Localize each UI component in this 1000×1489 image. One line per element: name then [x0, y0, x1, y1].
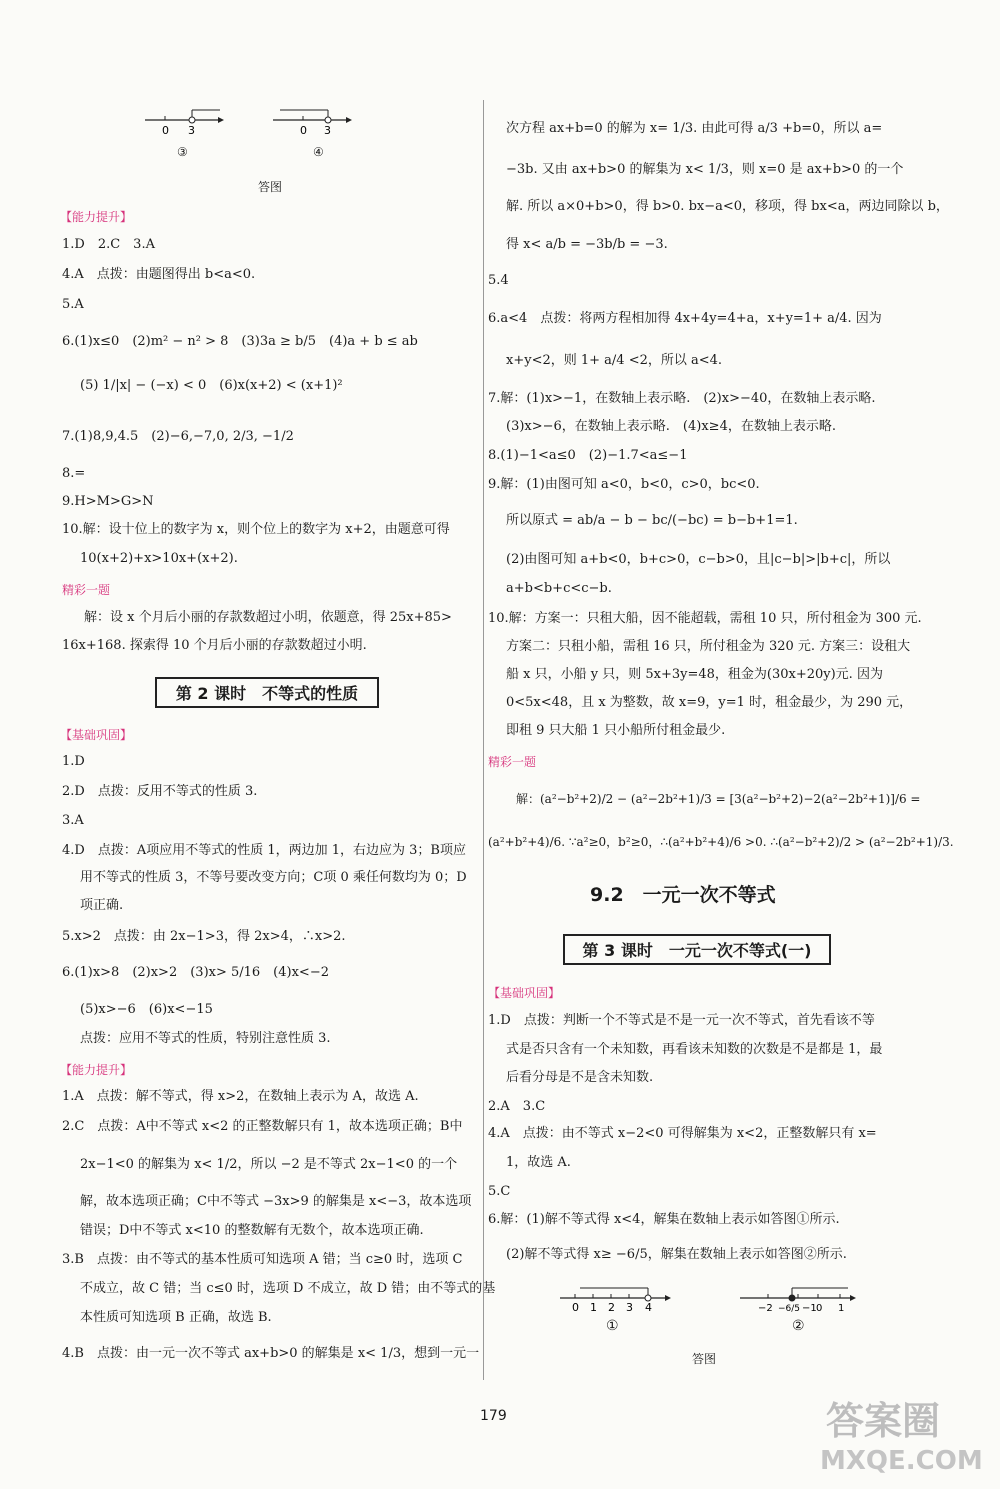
- answer-line: 方案二：只租小船，需租 16 只，所付租金为 320 元. 方案三：设租大: [506, 639, 911, 654]
- fig-label-3: ③: [177, 145, 188, 159]
- lesson-title-box-2: 第 3 课时 一元一次不等式(一): [563, 934, 831, 965]
- fig-caption: 答图: [258, 180, 283, 194]
- answer-line: 解：设 x 个月后小丽的存款数超过小明，依题意，得 25x+85>: [84, 610, 452, 625]
- answer-line: 用不等式的性质 3，不等号要改变方向；C项 0 乘任何数均为 0；D: [80, 870, 467, 885]
- answer-line: 10.解：设十位上的数字为 x，则个位上的数字为 x+2，由题意可得: [62, 522, 450, 537]
- tick-label: 3: [626, 1301, 633, 1314]
- section-ability-2: 【能力提升】: [60, 1063, 133, 1077]
- answer-line: 4.B 点拨：由一元一次不等式 ax+b>0 的解集是 x< 1/3，想到一元一: [62, 1346, 480, 1361]
- answer-line: 即租 9 只大船 1 只小船所付租金最少.: [506, 723, 726, 738]
- answer-line: (2)解不等式得 x≥ −6/5，解集在数轴上表示如答图②所示.: [506, 1247, 847, 1262]
- answer-line: 项正确.: [80, 898, 124, 913]
- section-heading: 9.2 一元一次不等式: [590, 884, 776, 906]
- answer-line: (5) 1/|x| − (−x) < 0 (6)x(x+2) < (x+1)²: [80, 378, 343, 393]
- answer-line: 1.A 点拨：解不等式，得 x>2，在数轴上表示为 A，故选 A.: [62, 1089, 419, 1104]
- answer-line: 10(x+2)+x>10x+(x+2).: [80, 551, 238, 566]
- tick-label: 3: [188, 124, 195, 137]
- section-ability: 【能力提升】: [60, 210, 133, 224]
- answer-line: (3)x>−6，在数轴上表示略. (4)x≥4，在数轴上表示略.: [506, 419, 836, 434]
- answer-line: 10.解：方案一：只租大船，因不能超载，需租 10 只，所付租金为 300 元.: [488, 611, 922, 626]
- tick-label: 1: [590, 1301, 597, 1314]
- tick-label: 4: [645, 1301, 652, 1314]
- answer-line: 1.D: [62, 754, 85, 769]
- answer-line: 点拨：应用不等式的性质，特别注意性质 3.: [80, 1031, 331, 1046]
- fig-label-4: ④: [313, 145, 324, 159]
- answer-line: 所以原式 = ab/a − b − bc/(−bc) = b−b+1=1.: [506, 513, 798, 528]
- number-line-1: [560, 1280, 680, 1314]
- lesson-title-box: 第 2 课时 不等式的性质: [155, 677, 379, 708]
- number-line-4: [268, 102, 358, 138]
- answer-line: 1，故选 A.: [506, 1155, 571, 1170]
- answer-line: 解：(a²−b²+2)/2 − (a²−2b²+1)/3 = [3(a²−b²+2)−2(a²−2b²+1)]/6 =: [516, 792, 921, 806]
- answer-line: 4.A 点拨：由不等式 x−2<0 可得解集为 x<2，正整数解只有 x=: [488, 1126, 877, 1141]
- answer-line: 3.B 点拨：由不等式的基本性质可知选项 A 错；当 c≥0 时，选项 C: [62, 1252, 463, 1267]
- answer-line: 1.D 点拨：判断一个不等式是不是一元一次不等式，首先看该不等: [488, 1013, 875, 1028]
- watermark-logo: 答案圈: [826, 1399, 941, 1443]
- answer-line: 本性质可知选项 B 正确，故选 B.: [80, 1310, 272, 1325]
- tick-label: 0: [162, 124, 169, 137]
- answer-line: 7.(1)8,9,4.5 (2)−6,−7,0, 2/3, −1/2: [62, 429, 294, 444]
- answer-line: 错误；D中不等式 x<10 的整数解有无数个，故本选项正确.: [80, 1223, 424, 1238]
- answer-line: 6.解：(1)解不等式得 x<4，解集在数轴上表示如答图①所示.: [488, 1212, 840, 1227]
- answer-line: 8.=: [62, 466, 86, 481]
- tick-label: −2: [758, 1303, 773, 1314]
- number-line-3: [140, 102, 230, 138]
- answer-line: 8.(1)−1<a≤0 (2)−1.7<a≤−1: [488, 448, 688, 463]
- answer-line: (5)x>−6 (6)x<−15: [80, 1002, 213, 1017]
- answer-line: 7.解：(1)x>−1，在数轴上表示略. (2)x>−40，在数轴上表示略.: [488, 391, 876, 406]
- tick-label: 2: [608, 1301, 615, 1314]
- tick-label: 0: [300, 124, 307, 137]
- fig-label-2: ②: [792, 1318, 805, 1334]
- column-divider: [483, 100, 484, 1380]
- tick-label: 0: [816, 1303, 823, 1314]
- fig-caption-2: 答图: [692, 1352, 717, 1366]
- answer-line: 次方程 ax+b=0 的解为 x= 1/3. 由此可得 a/3 +b=0，所以 a=: [506, 121, 883, 136]
- answer-line: 6.a<4 点拨：将两方程相加得 4x+4y=4+a，x+y=1+ a/4. 因为: [488, 311, 882, 326]
- section-highlight: 精彩一题: [62, 583, 111, 597]
- answer-line: 船 x 只，小船 y 只，则 5x+3y=48，租金为(30x+20y)元. 因为: [506, 667, 883, 682]
- answer-line: 不成立，故 C 错；当 c≤0 时，选项 D 不成立，故 D 错；由不等式的基: [80, 1281, 496, 1296]
- answer-line: a+b<b+c<c−b.: [506, 581, 612, 596]
- answer-line: 9.H>M>G>N: [62, 494, 154, 509]
- answer-line: x+y<2，则 1+ a/4 <2，所以 a<4.: [506, 353, 723, 368]
- answer-line: (2)由图可知 a+b<0，b+c>0，c−b>0，且|c−b|>|b+c|，所以: [506, 552, 891, 567]
- answer-line: 5.x>2 点拨：由 2x−1>3，得 2x>4，∴x>2.: [62, 929, 346, 944]
- answer-line: 5.C: [488, 1184, 511, 1199]
- page-number: 179: [480, 1408, 507, 1424]
- tick-label: −6/5: [778, 1304, 801, 1314]
- answer-line: 2.A 3.C: [488, 1099, 546, 1114]
- answer-line: 2.C 点拨：A中不等式 x<2 的正整数解只有 1，故本选项正确；B中: [62, 1119, 463, 1134]
- section-basic-2: 【基础巩固】: [488, 986, 561, 1000]
- fig-label-1: ①: [606, 1318, 619, 1334]
- answer-line: 2.D 点拨：反用不等式的性质 3.: [62, 784, 258, 799]
- answer-line: 1.D 2.C 3.A: [62, 237, 155, 252]
- answer-line: 2x−1<0 的解集为 x< 1/2，所以 −2 是不等式 2x−1<0 的一个: [80, 1157, 458, 1172]
- answer-line: 解，故本选项正确；C中不等式 −3x>9 的解集是 x<−3，故本选项: [80, 1194, 472, 1209]
- answer-line: 式是否只含有一个未知数，再看该未知数的次数是不是都是 1，最: [506, 1042, 883, 1057]
- answer-line: 得 x< a/b = −3b/b = −3.: [506, 237, 668, 252]
- watermark-url: MXQE.COM: [820, 1446, 983, 1476]
- answer-line: 5.4: [488, 273, 509, 288]
- section-basic: 【基础巩固】: [60, 728, 133, 742]
- tick-label: 3: [324, 124, 331, 137]
- answer-line: 4.D 点拨：A项应用不等式的性质 1，两边加 1，右边应为 3；B项应: [62, 843, 466, 858]
- answer-line: 3.A: [62, 813, 84, 828]
- answer-line: 9.解：(1)由图可知 a<0，b<0，c>0，bc<0.: [488, 477, 760, 492]
- answer-line: 4.A 点拨：由题图得出 b<a<0.: [62, 267, 256, 282]
- number-line-2: [740, 1280, 865, 1314]
- tick-label: −1: [802, 1303, 817, 1314]
- tick-label: 1: [838, 1303, 845, 1314]
- answer-line: 16x+168. 探索得 10 个月后小丽的存款数超过小明.: [62, 638, 367, 653]
- answer-line: 6.(1)x≤0 (2)m² − n² > 8 (3)3a ≥ b/5 (4)a + b ≤ ab: [62, 334, 418, 349]
- answer-line: −3b. 又由 ax+b>0 的解集为 x< 1/3，则 x=0 是 ax+b>0 的一个: [506, 162, 904, 177]
- section-highlight-2: 精彩一题: [488, 755, 537, 769]
- tick-label: 0: [572, 1301, 579, 1314]
- answer-line: 6.(1)x>8 (2)x>2 (3)x> 5/16 (4)x<−2: [62, 965, 329, 980]
- answer-line: 解. 所以 a×0+b>0，得 b>0. bx−a<0，移项，得 bx<a，两边同除以 b，: [506, 199, 949, 214]
- answer-line: 后看分母是不是含未知数.: [506, 1070, 654, 1085]
- answer-line: (a²+b²+4)/6. ∵a²≥0，b²≥0，∴(a²+b²+4)/6 >0. ∴(a²−b²+2)/2 > (a²−2b²+1)/3.: [488, 835, 954, 849]
- answer-line: 5.A: [62, 297, 84, 312]
- answer-line: 0<5x<48，且 x 为整数，故 x=9，y=1 时，租金最少，为 290 元，: [506, 695, 913, 710]
